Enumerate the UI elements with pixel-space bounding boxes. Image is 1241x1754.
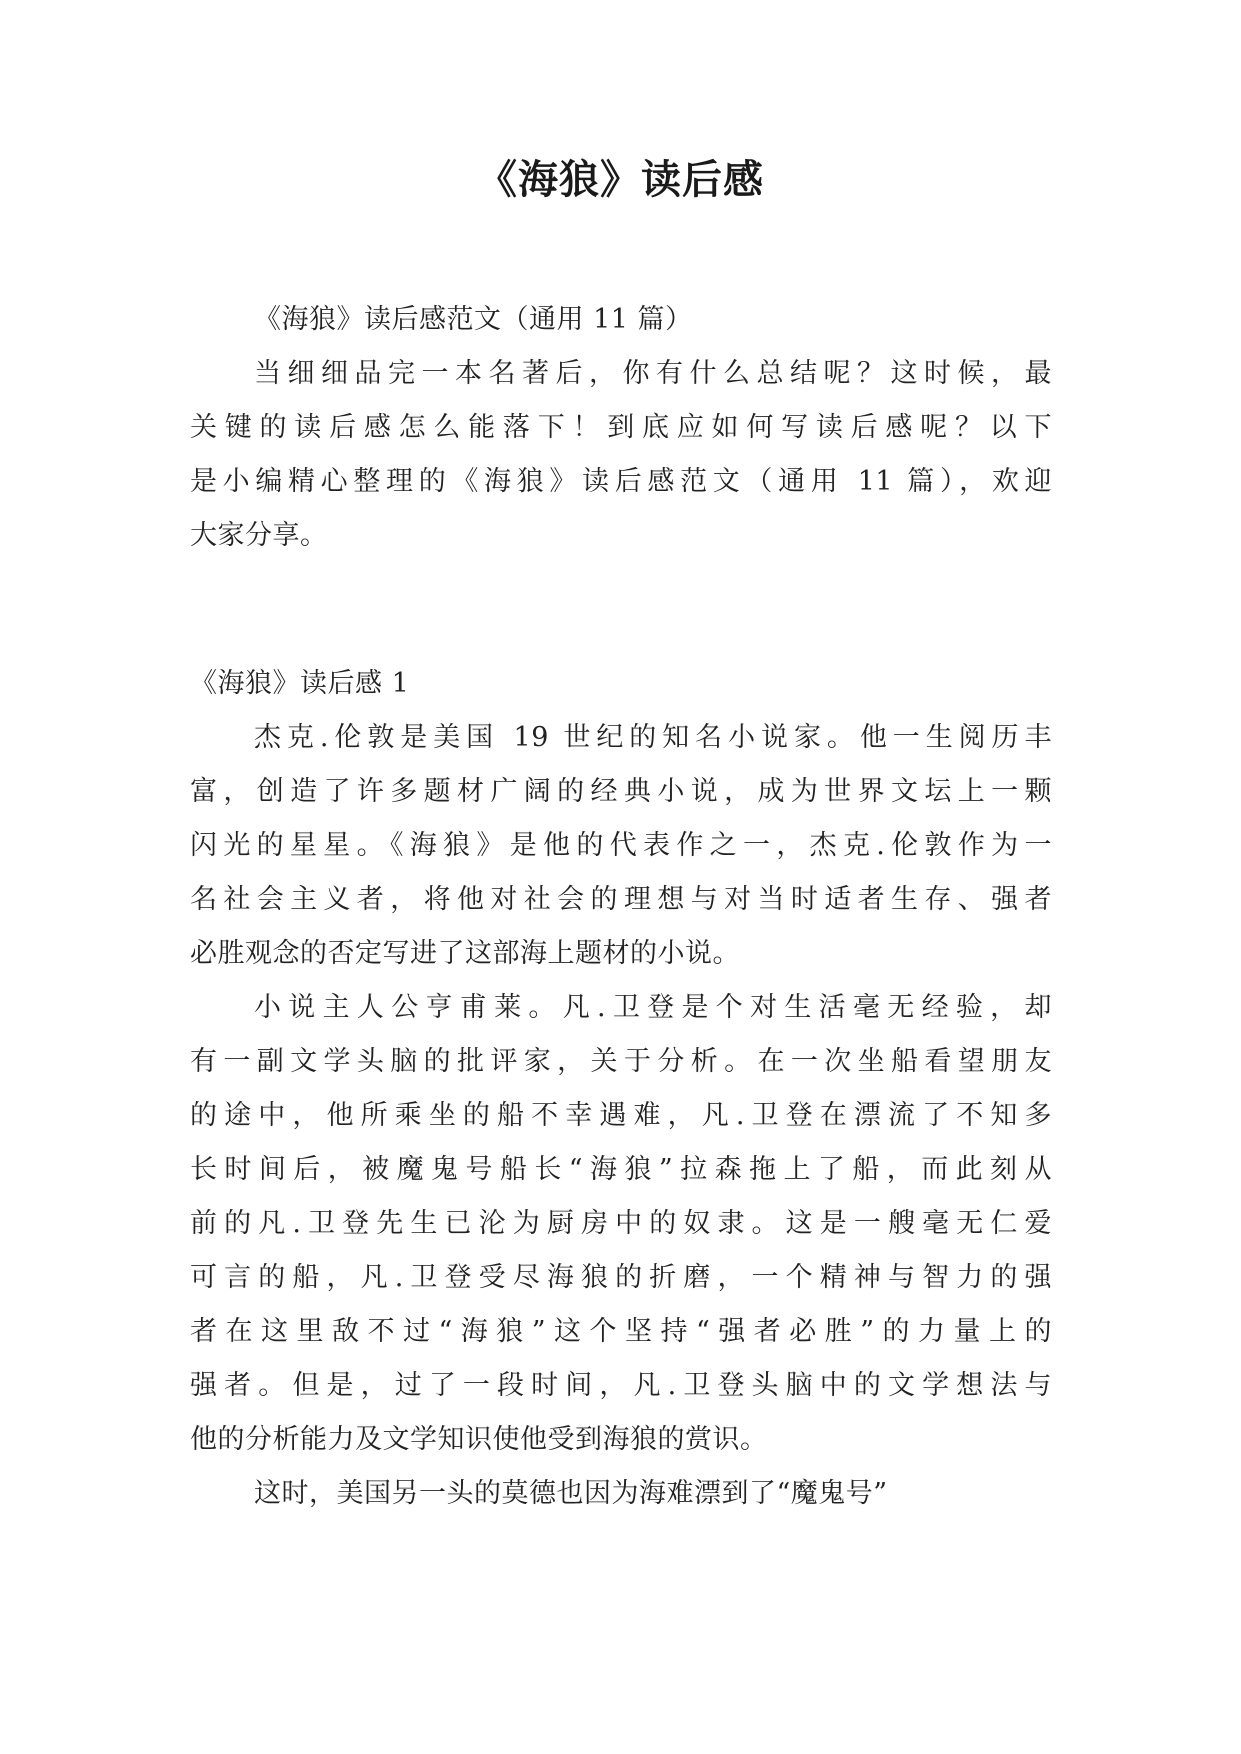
text-line: 他的分析能力及文学知识使他受到海狼的赏识。 (190, 1424, 768, 1455)
text-line: 有一副文学头脑的批评家，关于分析。在一次坐船看望朋友 (190, 1046, 1052, 1077)
document-body (190, 293, 1052, 1521)
document-subtitle: 《海狼》读后感范文（通用 11 篇） (254, 304, 693, 335)
paragraph-1 (190, 711, 1052, 981)
text-line: 是小编精心整理的《海狼》读后感范文（通用 11 篇），欢迎 (190, 466, 1052, 497)
text-line: 可言的船，凡.卫登受尽海狼的折磨，一个精神与智力的强 (190, 1262, 1052, 1293)
text-line: 小说主人公亨甫莱。凡.卫登是个对生活毫无经验，却 (254, 992, 1052, 1023)
text-line: 前的凡.卫登先生已沦为厨房中的奴隶。这是一艘毫无仁爱 (190, 1208, 1052, 1239)
document-title: 《海狼》读后感 (477, 156, 764, 203)
paragraph-3 (190, 1467, 1052, 1521)
text-line: 大家分享。 (190, 520, 328, 551)
text-line: 必胜观念的否定写进了这部海上题材的小说。 (190, 938, 740, 969)
text-line: 这时，美国另一头的莫德也因为海难漂到了“魔鬼号” (254, 1478, 888, 1509)
section-spacer (190, 563, 1052, 657)
text-line: 富，创造了许多题材广阔的经典小说，成为世界文坛上一颗 (190, 776, 1052, 807)
text-line: 强者。但是，过了一段时间，凡.卫登头脑中的文学想法与 (190, 1370, 1052, 1401)
text-line: 名社会主义者，将他对社会的理想与对当时适者生存、强者 (190, 884, 1052, 915)
text-line: 闪光的星星。《海狼》是他的代表作之一，杰克.伦敦作为一 (190, 830, 1052, 861)
text-line: 长时间后，被魔鬼号船长“海狼”拉森拖上了船，而此刻从 (190, 1154, 1052, 1185)
text-line: 当细细品完一本名著后，你有什么总结呢？这时候，最 (254, 358, 1052, 389)
section-heading: 《海狼》读后感 1 (190, 668, 410, 699)
text-line: 杰克.伦敦是美国 19 世纪的知名小说家。他一生阅历丰 (254, 722, 1052, 753)
text-line: 关键的读后感怎么能落下！到底应如何写读后感呢？以下 (190, 412, 1052, 443)
text-line: 者在这里敌不过“海狼”这个坚持“强者必胜”的力量上的 (190, 1316, 1052, 1347)
intro-paragraph (190, 347, 1052, 563)
text-line: 的途中，他所乘坐的船不幸遇难，凡.卫登在漂流了不知多 (190, 1100, 1052, 1131)
paragraph-2 (190, 981, 1052, 1467)
